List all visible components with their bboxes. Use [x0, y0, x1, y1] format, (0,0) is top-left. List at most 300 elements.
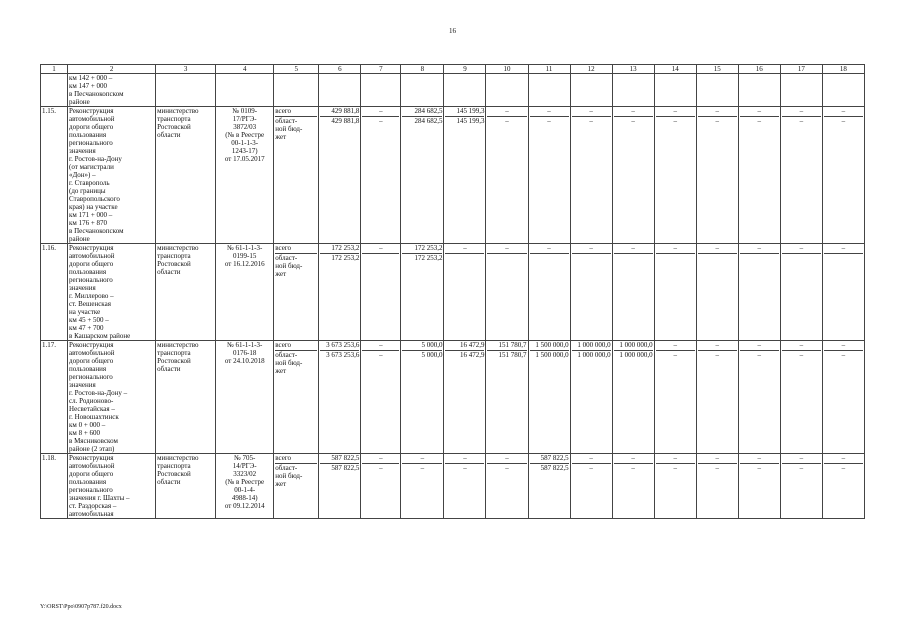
- amount-total: –: [505, 454, 509, 462]
- organization-line: области: [157, 365, 181, 373]
- organization-line: министерство: [157, 454, 199, 462]
- object-name-line: в Песчанокопском: [69, 227, 124, 235]
- object-name-line: в Мясниковском: [69, 437, 118, 445]
- amount-cell: [401, 107, 444, 244]
- amount-cell: [444, 454, 486, 519]
- amount-total: –: [547, 244, 551, 252]
- amount-total: 429 881,8: [331, 107, 360, 115]
- amount-total: –: [841, 341, 846, 349]
- amount-cell: [401, 454, 444, 519]
- amount-cell: [570, 454, 612, 519]
- amount-cell: [780, 244, 822, 341]
- amount-regional: 172 253,2: [402, 253, 442, 262]
- amount-regional: [487, 253, 526, 262]
- amount-cell: [612, 454, 654, 519]
- object-name-line: автомобильная: [69, 510, 114, 518]
- object-name-line: регионального: [69, 276, 113, 284]
- object-name-line: пользования: [69, 268, 107, 276]
- amount-regional: [362, 253, 399, 262]
- funding-source-regional: [275, 350, 317, 375]
- amount-regional: –: [740, 116, 779, 125]
- amount-total: –: [379, 454, 383, 462]
- funding-source-cell: [274, 454, 319, 519]
- funding-source-total: всего: [275, 107, 292, 115]
- document-line: (№ в Реестре: [225, 478, 265, 486]
- object-name-line: км 171 + 000 –: [69, 211, 113, 219]
- object-name-line: сл. Родионово-: [69, 397, 114, 405]
- funding-source-cell: [274, 107, 319, 244]
- amount-cell: [654, 454, 696, 519]
- object-name-line: км 176 + 870: [69, 219, 108, 227]
- object-name-line: км 0 + 000 –: [69, 421, 106, 429]
- amount-cell: [486, 107, 528, 244]
- amount-regional: –: [782, 350, 821, 359]
- object-name-cell: [68, 244, 156, 341]
- organization-line: транспорта: [157, 349, 191, 357]
- object-name-line: пользования: [69, 365, 107, 373]
- object-name-line: г. Ростов-на-Дону –: [69, 389, 128, 397]
- amount-cell: [361, 107, 401, 244]
- funding-source-line: жет: [275, 133, 287, 141]
- organization-line: области: [157, 268, 181, 276]
- object-name-line: км 142 + 000 –: [69, 74, 113, 82]
- amount-cell: [319, 454, 361, 519]
- organization-line: министерство: [157, 244, 199, 252]
- amount-total: –: [505, 244, 509, 252]
- amount-regional: –: [824, 350, 863, 359]
- object-name-line: пользования: [69, 131, 107, 139]
- funding-source-line: област-: [275, 117, 298, 125]
- funding-source-line: област-: [275, 254, 298, 262]
- document-line: № 61-1-1-3-: [227, 341, 263, 349]
- row-number-cell: [41, 74, 68, 107]
- amount-total: –: [673, 341, 677, 349]
- amount-total: –: [589, 454, 593, 462]
- amount-cell: [654, 244, 696, 341]
- document-line: 1243-17): [231, 147, 258, 155]
- object-name-line: км 8 + 600: [69, 429, 101, 437]
- amount-cell: [612, 341, 654, 454]
- page-number: 16: [449, 27, 456, 35]
- funding-source-cell: [274, 244, 319, 341]
- amount-cell: [444, 244, 486, 341]
- amount-regional: –: [362, 116, 399, 125]
- document-line: № 0109-: [232, 107, 258, 115]
- funding-source-line: област-: [275, 351, 298, 359]
- amount-cell: [486, 341, 528, 454]
- amount-cell: [612, 107, 654, 244]
- amount-cell: [401, 341, 444, 454]
- amount-total: 1 000 000,0: [619, 341, 653, 349]
- object-name-line: автомобильной: [69, 252, 115, 260]
- document-line: 17/РГЭ-: [232, 115, 257, 123]
- amount-cell: [654, 107, 696, 244]
- amount-regional: 145 199,3: [445, 116, 484, 125]
- amount-regional: –: [487, 116, 526, 125]
- column-number-header: 7: [361, 65, 401, 74]
- row-number-cell: 1.16.: [41, 244, 68, 341]
- amount-regional: –: [698, 116, 737, 125]
- object-name-line: значения: [69, 147, 96, 155]
- funding-source-cell: [274, 341, 319, 454]
- object-name-line: км 47 + 700: [69, 324, 104, 332]
- amount-regional: –: [698, 350, 737, 359]
- amount-cell: [528, 244, 570, 341]
- object-name-line: Несветайская –: [69, 405, 115, 413]
- amount-regional: –: [782, 463, 821, 472]
- document-line: 0199-15: [233, 252, 257, 260]
- column-number-row: [41, 65, 865, 74]
- amount-cell: [738, 244, 780, 341]
- object-name-line: регионального: [69, 139, 113, 147]
- document-line: 3872/03: [233, 123, 257, 131]
- funding-source-line: жет: [275, 367, 287, 375]
- funding-source-total: всего: [275, 341, 292, 349]
- amount-cell: [528, 341, 570, 454]
- amount-regional: [740, 253, 779, 262]
- amount-regional: –: [740, 463, 779, 472]
- object-name-line: в Кашарском районе: [69, 332, 131, 340]
- organization-line: Ростовской: [157, 357, 191, 365]
- column-number-header: 5: [274, 65, 319, 74]
- amount-regional: [782, 253, 821, 262]
- object-name-line: значения: [69, 284, 96, 292]
- amount-total: –: [631, 107, 635, 115]
- amount-regional: 587 822,5: [530, 463, 569, 472]
- amount-regional: –: [824, 463, 863, 472]
- object-name-line: г. Ростов-на-Дону: [69, 155, 122, 163]
- object-name-line: г. Новошахтинск: [69, 413, 119, 421]
- object-name-line: г. Ставрополь: [69, 179, 110, 187]
- amount-total: –: [757, 341, 762, 349]
- column-number-header: 12: [570, 65, 612, 74]
- amount-cell: [570, 107, 612, 244]
- document-line: (№ в Реестре: [225, 131, 265, 139]
- object-name-line: (до границы: [69, 187, 106, 195]
- organization-line: Ростовской: [157, 470, 191, 478]
- amount-total: 3 673 253,6: [326, 341, 360, 349]
- amount-regional: [445, 253, 484, 262]
- amount-regional: –: [740, 350, 779, 359]
- object-name-line: края) на участке: [69, 203, 118, 211]
- funding-source-line: ной бюд-: [275, 125, 303, 133]
- amount-cell: [486, 454, 528, 519]
- funding-source-regional: [275, 253, 317, 278]
- amount-cell: [361, 244, 401, 341]
- amount-cell: [780, 341, 822, 454]
- column-number-header: 15: [696, 65, 738, 74]
- amount-regional: 5 000,0: [402, 350, 442, 359]
- document-line: 14/РГЭ-: [232, 462, 257, 470]
- object-name-line: автомобильной: [69, 349, 115, 357]
- amount-total: –: [379, 107, 383, 115]
- amount-regional: –: [656, 116, 695, 125]
- amount-cell: [738, 341, 780, 454]
- column-number-header: 17: [780, 65, 822, 74]
- amount-total: –: [715, 244, 719, 252]
- amount-total: –: [799, 107, 804, 115]
- amount-cell: [780, 454, 822, 519]
- table-row: [41, 341, 865, 454]
- document-line: № 61-1-1-3-: [227, 244, 263, 252]
- table-body: [41, 65, 865, 519]
- amount-total: –: [505, 107, 509, 115]
- column-number-header: 13: [612, 65, 654, 74]
- amount-cell: [319, 107, 361, 244]
- amount-cell: [361, 341, 401, 454]
- amount-cell: [401, 244, 444, 341]
- amount-regional: 3 673 253,6: [320, 350, 359, 359]
- amount-total: 172 253,2: [331, 244, 360, 252]
- amount-cell: [822, 107, 864, 244]
- organization-line: Ростовской: [157, 123, 191, 131]
- row-number-cell: 1.17.: [41, 341, 68, 454]
- amount-cell: [570, 244, 612, 341]
- amount-regional: –: [782, 116, 821, 125]
- amount-regional: –: [656, 350, 695, 359]
- amount-total: –: [379, 244, 383, 252]
- object-name-line: регионального: [69, 486, 113, 494]
- column-number-header: 9: [444, 65, 486, 74]
- object-name-cell: [68, 107, 156, 244]
- amount-cell: [444, 341, 486, 454]
- object-name-line: Реконструкция: [69, 244, 114, 252]
- amount-regional: –: [572, 116, 611, 125]
- table-row: [41, 107, 865, 244]
- object-name-cell: [68, 341, 156, 454]
- amount-regional: –: [487, 463, 526, 472]
- amount-regional: [656, 253, 695, 262]
- amount-total: –: [673, 244, 677, 252]
- object-name-line: Реконструкция: [69, 341, 114, 349]
- object-name-line: Ставропольского: [69, 195, 120, 203]
- row-number-cell: 1.15.: [41, 107, 68, 244]
- object-name-line: ст. Раздорская –: [69, 502, 117, 510]
- amount-regional: –: [402, 463, 442, 472]
- object-name-line: автомобильной: [69, 462, 115, 470]
- amount-total: –: [841, 454, 846, 462]
- organization-line: министерство: [157, 341, 199, 349]
- amount-regional: 172 253,2: [320, 253, 359, 262]
- object-name-line: значения: [69, 381, 96, 389]
- amount-total: –: [463, 244, 467, 252]
- amount-total: –: [757, 244, 762, 252]
- amount-cell: [570, 341, 612, 454]
- document-cell: [216, 244, 274, 341]
- amount-regional: –: [614, 116, 653, 125]
- amount-total: –: [841, 107, 846, 115]
- amount-cell: [696, 244, 738, 341]
- amount-regional: 429 881,8: [320, 116, 359, 125]
- amount-total: –: [589, 244, 593, 252]
- amount-regional: –: [445, 463, 484, 472]
- organization-line: транспорта: [157, 462, 191, 470]
- document-line: от 16.12.2016: [224, 260, 265, 268]
- organization-line: области: [157, 478, 181, 486]
- amount-regional: –: [530, 116, 569, 125]
- object-name-line: (от магистрали: [69, 163, 114, 171]
- object-name-line: на участке: [69, 308, 101, 316]
- column-number-header: 8: [401, 65, 444, 74]
- object-name-line: «Дон») –: [69, 171, 96, 179]
- investment-table-container: [40, 64, 865, 598]
- document-line: № 705-: [234, 454, 256, 462]
- amount-total: –: [547, 107, 551, 115]
- amount-total: 151 780,7: [498, 341, 527, 349]
- document-line: 00-1-4-: [234, 486, 256, 494]
- amount-regional: [824, 253, 863, 262]
- organization-cell: [156, 341, 216, 454]
- funding-source-line: жет: [275, 480, 287, 488]
- amount-regional: [614, 253, 653, 262]
- object-name-line: Реконструкция: [69, 454, 114, 462]
- object-name-line: дороги общего: [69, 470, 114, 478]
- amount-regional: –: [362, 350, 399, 359]
- amount-total: –: [757, 454, 762, 462]
- table-row: [41, 454, 865, 519]
- amount-regional: –: [614, 463, 653, 472]
- document-line: от 09.12.2014: [224, 502, 265, 510]
- amount-regional: 151 780,7: [487, 350, 526, 359]
- amount-total: –: [589, 107, 593, 115]
- footer-file-path: Y:\ORST\Ppo\0907p787.f20.docx: [40, 604, 122, 610]
- table-row-continuation: [41, 74, 865, 107]
- table-row: [41, 244, 865, 341]
- amount-cell: [780, 107, 822, 244]
- amount-total: –: [420, 454, 425, 462]
- amount-total: 16 472,9: [459, 341, 485, 349]
- amount-cell: [738, 454, 780, 519]
- amount-total: –: [757, 107, 762, 115]
- amount-cell: [319, 341, 361, 454]
- document-line: от 24.10.2018: [224, 357, 265, 365]
- object-name-line: пользования: [69, 478, 107, 486]
- column-number-header: 4: [216, 65, 274, 74]
- amount-cell: [444, 107, 486, 244]
- object-name-line: дороги общего: [69, 357, 114, 365]
- funding-source-regional: [275, 116, 317, 141]
- amount-total: –: [799, 244, 804, 252]
- amount-cell: [696, 454, 738, 519]
- amount-regional: 16 472,9: [445, 350, 484, 359]
- document-cell: [216, 341, 274, 454]
- column-number-header: 11: [528, 65, 570, 74]
- amount-total: 284 682,5: [414, 107, 443, 115]
- organization-line: министерство: [157, 107, 199, 115]
- amount-cell: [528, 454, 570, 519]
- column-number-header: 6: [319, 65, 361, 74]
- object-name-line: значения г. Шахты –: [69, 494, 130, 502]
- object-name-line: в Песчанокопском: [69, 90, 124, 98]
- amount-total: –: [799, 341, 804, 349]
- document-line: 00-1-1-3-: [231, 139, 259, 147]
- object-name-line: районе: [69, 235, 90, 243]
- amount-total: –: [673, 454, 677, 462]
- column-number-header: 1: [41, 65, 68, 74]
- column-number-header: 18: [822, 65, 864, 74]
- row-number-cell: 1.18.: [41, 454, 68, 519]
- object-name-line: км 45 + 500 –: [69, 316, 109, 324]
- amount-total: 1 000 000,0: [577, 341, 611, 349]
- amount-regional: 1 000 000,0: [572, 350, 611, 359]
- amount-total: –: [715, 454, 719, 462]
- amount-regional: [572, 253, 611, 262]
- organization-line: транспорта: [157, 115, 191, 123]
- amount-cell: [822, 341, 864, 454]
- amount-total: 587 822,5: [540, 454, 569, 462]
- amount-regional: –: [656, 463, 695, 472]
- column-number-header: 16: [738, 65, 780, 74]
- document-line: 3323/02: [233, 470, 257, 478]
- organization-cell: [156, 244, 216, 341]
- amount-cell: [612, 244, 654, 341]
- object-name-cell: [68, 74, 156, 107]
- amount-cell: [822, 454, 864, 519]
- organization-line: транспорта: [157, 252, 191, 260]
- amount-regional: –: [362, 463, 399, 472]
- column-number-header: 14: [654, 65, 696, 74]
- amount-total: –: [673, 107, 677, 115]
- amount-cell: [822, 244, 864, 341]
- document-cell: [216, 107, 274, 244]
- amount-total: –: [631, 454, 635, 462]
- amount-total: –: [631, 244, 635, 252]
- amount-total: –: [463, 454, 467, 462]
- object-name-line: ст. Вешенская: [69, 300, 111, 308]
- amount-regional: –: [698, 463, 737, 472]
- amount-total: –: [799, 454, 804, 462]
- amount-total: 1 500 000,0: [535, 341, 569, 349]
- object-name-line: районе: [69, 98, 90, 106]
- organization-line: области: [157, 131, 181, 139]
- funding-source-regional: [275, 463, 317, 488]
- organization-line: Ростовской: [157, 260, 191, 268]
- amount-total: –: [841, 244, 846, 252]
- organization-cell: [156, 454, 216, 519]
- amount-regional: 587 822,5: [320, 463, 359, 472]
- amount-regional: 1 500 000,0: [530, 350, 569, 359]
- document-line: от 17.05.2017: [224, 155, 265, 163]
- amount-cell: [738, 107, 780, 244]
- column-number-header: 10: [486, 65, 528, 74]
- amount-total: –: [715, 107, 719, 115]
- amount-total: 5 000,0: [421, 341, 443, 349]
- funding-source-line: ной бюд-: [275, 262, 303, 270]
- object-name-line: регионального: [69, 373, 113, 381]
- amount-cell: [654, 341, 696, 454]
- amount-total: 145 199,3: [456, 107, 485, 115]
- investment-table: [40, 64, 865, 519]
- funding-source-total: всего: [275, 454, 292, 462]
- amount-regional: –: [824, 116, 863, 125]
- document-cell: [216, 454, 274, 519]
- column-number-header: 3: [156, 65, 216, 74]
- amount-cell: [361, 454, 401, 519]
- amount-cell: [696, 341, 738, 454]
- object-name-line: дороги общего: [69, 123, 114, 131]
- object-name-line: дороги общего: [69, 260, 114, 268]
- object-name-line: автомобильной: [69, 115, 115, 123]
- amount-regional: –: [572, 463, 611, 472]
- amount-regional: 284 682,5: [402, 116, 442, 125]
- amount-total: 587 822,5: [331, 454, 360, 462]
- funding-source-line: ной бюд-: [275, 359, 303, 367]
- amount-total: –: [715, 341, 719, 349]
- amount-cell: [319, 244, 361, 341]
- amount-cell: [696, 107, 738, 244]
- funding-source-line: ной бюд-: [275, 472, 303, 480]
- amount-total: –: [379, 341, 383, 349]
